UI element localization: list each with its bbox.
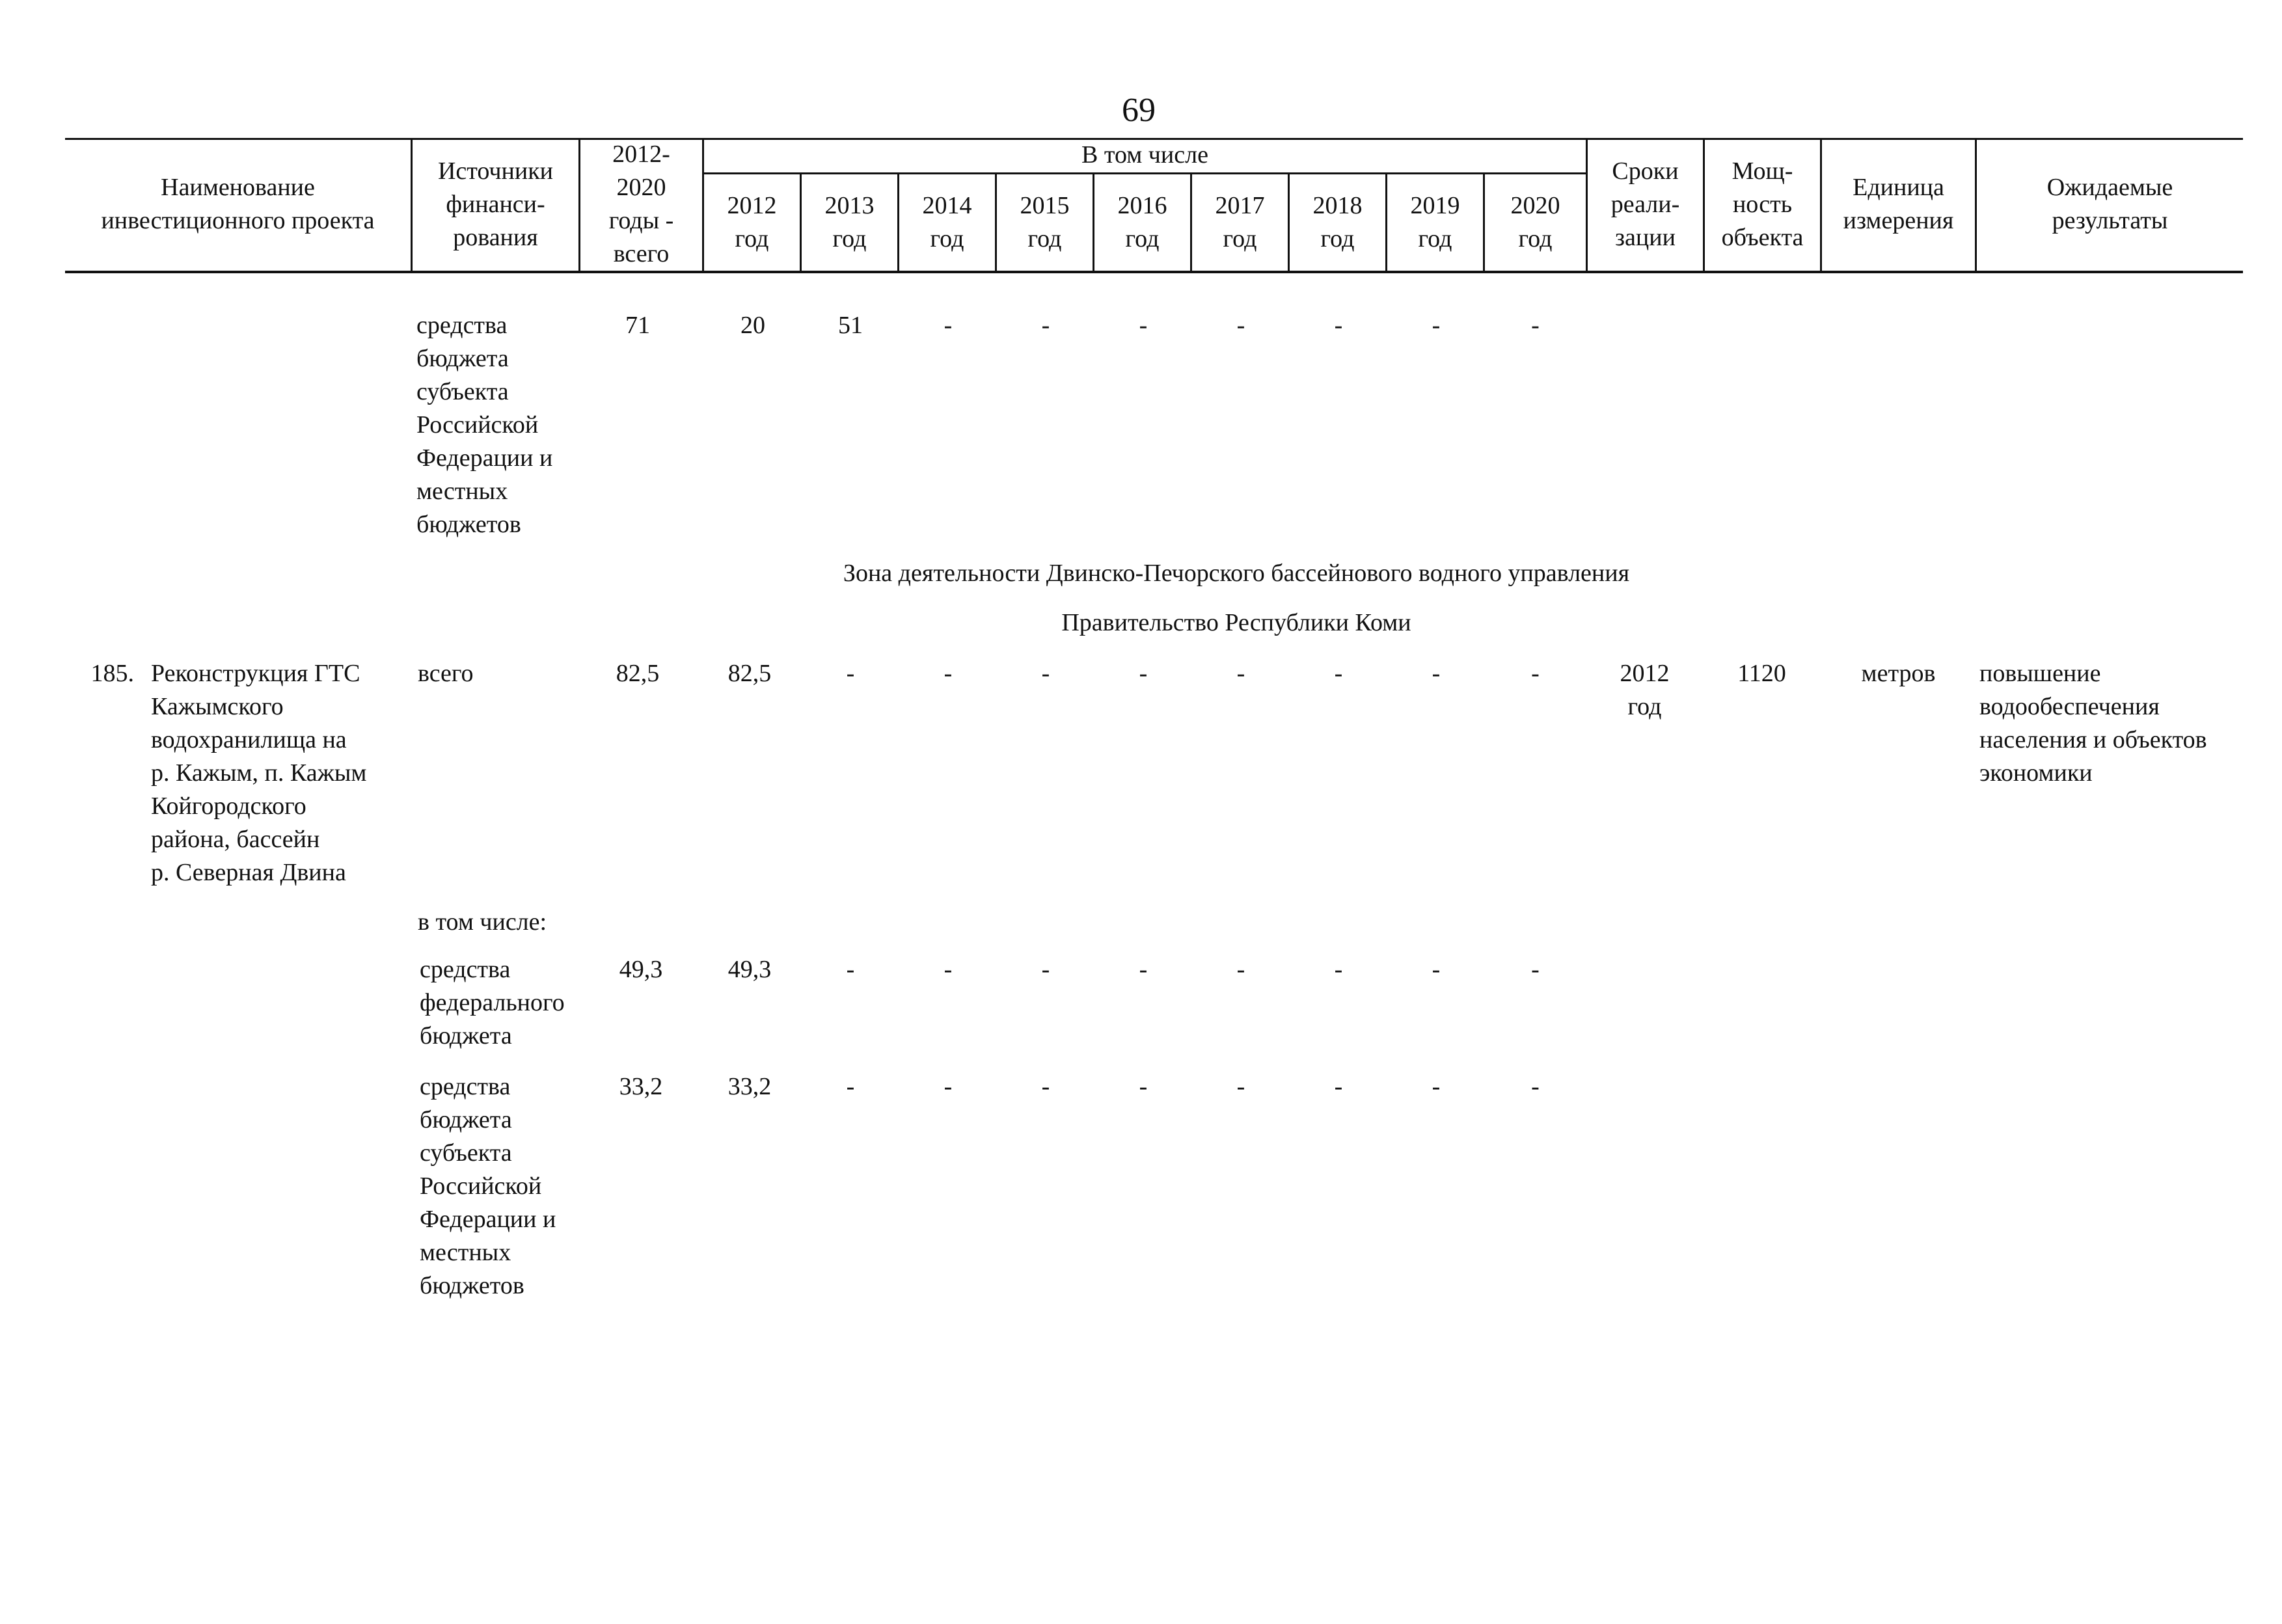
- federal-y2019: -: [1432, 956, 1441, 983]
- project-source-total: всего: [418, 660, 474, 687]
- header-year-2013: 2013 год: [824, 192, 875, 252]
- header-year-2012: 2012 год: [727, 192, 777, 252]
- header-year-2017: 2017 год: [1215, 192, 1265, 252]
- federal-y2016: -: [1139, 956, 1148, 983]
- header-including: В том числе: [1081, 141, 1208, 169]
- project-terms: 2012 год: [1620, 660, 1670, 720]
- header-capacity: Мощ- ность объекта: [1721, 157, 1804, 251]
- project-results: повышение водообеспечения населения и объектов экономики: [1979, 660, 2207, 787]
- header-funding-sources: Источники финанси- рования: [437, 157, 553, 251]
- federal-y2012: 49,3: [727, 956, 772, 983]
- regional-y2014: -: [944, 1073, 953, 1100]
- top-row-y2016: -: [1139, 312, 1148, 339]
- federal-total: 49,3: [619, 956, 663, 983]
- header-year-2015: 2015 год: [1020, 192, 1070, 252]
- project-y2020: -: [1531, 660, 1540, 687]
- zone-title: Зона деятельности Двинско-Печорского бассейнового водного управления: [843, 560, 1630, 587]
- project-total: 82,5: [616, 660, 660, 687]
- project-y2019: -: [1432, 660, 1441, 687]
- top-row-y2018: -: [1334, 312, 1343, 339]
- federal-y2020: -: [1531, 956, 1540, 983]
- page-number: 69: [1122, 92, 1156, 129]
- header-year-2014: 2014 год: [922, 192, 972, 252]
- top-row-y2013: 51: [838, 312, 863, 339]
- regional-y2012: 33,2: [727, 1073, 772, 1100]
- header-project-name: Наименование инвестиционного проекта: [101, 174, 375, 234]
- federal-y2015: -: [1041, 956, 1050, 983]
- header-unit: Единица измерения: [1843, 174, 1954, 234]
- project-y2015: -: [1041, 660, 1050, 687]
- project-y2012: 82,5: [727, 660, 772, 687]
- federal-y2018: -: [1334, 956, 1343, 983]
- federal-y2014: -: [944, 956, 953, 983]
- header-total-2012-2020: 2012- 2020 годы - всего: [608, 141, 674, 267]
- top-row-y2020: -: [1531, 312, 1540, 339]
- header-year-2019: 2019 год: [1410, 192, 1460, 252]
- project-y2016: -: [1139, 660, 1148, 687]
- authority-title: Правительство Республики Коми: [1061, 609, 1411, 636]
- top-row-y2019: -: [1432, 312, 1441, 339]
- regional-y2017: -: [1236, 1073, 1245, 1100]
- project-capacity: 1120: [1737, 660, 1786, 687]
- header-year-2016: 2016 год: [1117, 192, 1167, 252]
- header-year-2020: 2020 год: [1510, 192, 1560, 252]
- project-name: Реконструкция ГТС Кажымского водохранилища на р. Кажым, п. Кажым Койгородского района, бассейн р. Северная Двина: [151, 660, 367, 886]
- regional-y2018: -: [1334, 1073, 1343, 1100]
- regional-total: 33,2: [619, 1073, 663, 1100]
- top-row-source: средства бюджета субъекта Российской Федерации и местных бюджетов: [416, 312, 553, 538]
- project-y2013: -: [846, 660, 855, 687]
- federal-source: средства федерального бюджета: [420, 956, 565, 1049]
- federal-y2013: -: [846, 956, 855, 983]
- project-y2014: -: [944, 660, 953, 687]
- project-y2018: -: [1334, 660, 1343, 687]
- top-row-y2012: 20: [740, 312, 765, 339]
- header-bottom-rule: [65, 271, 2243, 273]
- regional-y2019: -: [1432, 1073, 1441, 1100]
- project-unit: метров: [1861, 660, 1936, 687]
- table-header: [65, 138, 2243, 278]
- top-row-total: 71: [625, 312, 650, 339]
- header-results: Ожидаемые результаты: [2046, 174, 2173, 234]
- including-label: в том числе:: [418, 908, 547, 936]
- regional-y2020: -: [1531, 1073, 1540, 1100]
- regional-y2013: -: [846, 1073, 855, 1100]
- top-row-y2017: -: [1236, 312, 1245, 339]
- regional-y2016: -: [1139, 1073, 1148, 1100]
- top-row-y2015: -: [1041, 312, 1050, 339]
- header-terms: Сроки реали- зации: [1610, 157, 1680, 251]
- regional-y2015: -: [1041, 1073, 1050, 1100]
- top-row-y2014: -: [944, 312, 953, 339]
- regional-source: средства бюджета субъекта Российской Федерации и местных бюджетов: [420, 1073, 556, 1299]
- project-y2017: -: [1236, 660, 1245, 687]
- project-number: 185.: [90, 660, 134, 687]
- header-year-2018: 2018 год: [1312, 192, 1363, 252]
- federal-y2017: -: [1236, 956, 1245, 983]
